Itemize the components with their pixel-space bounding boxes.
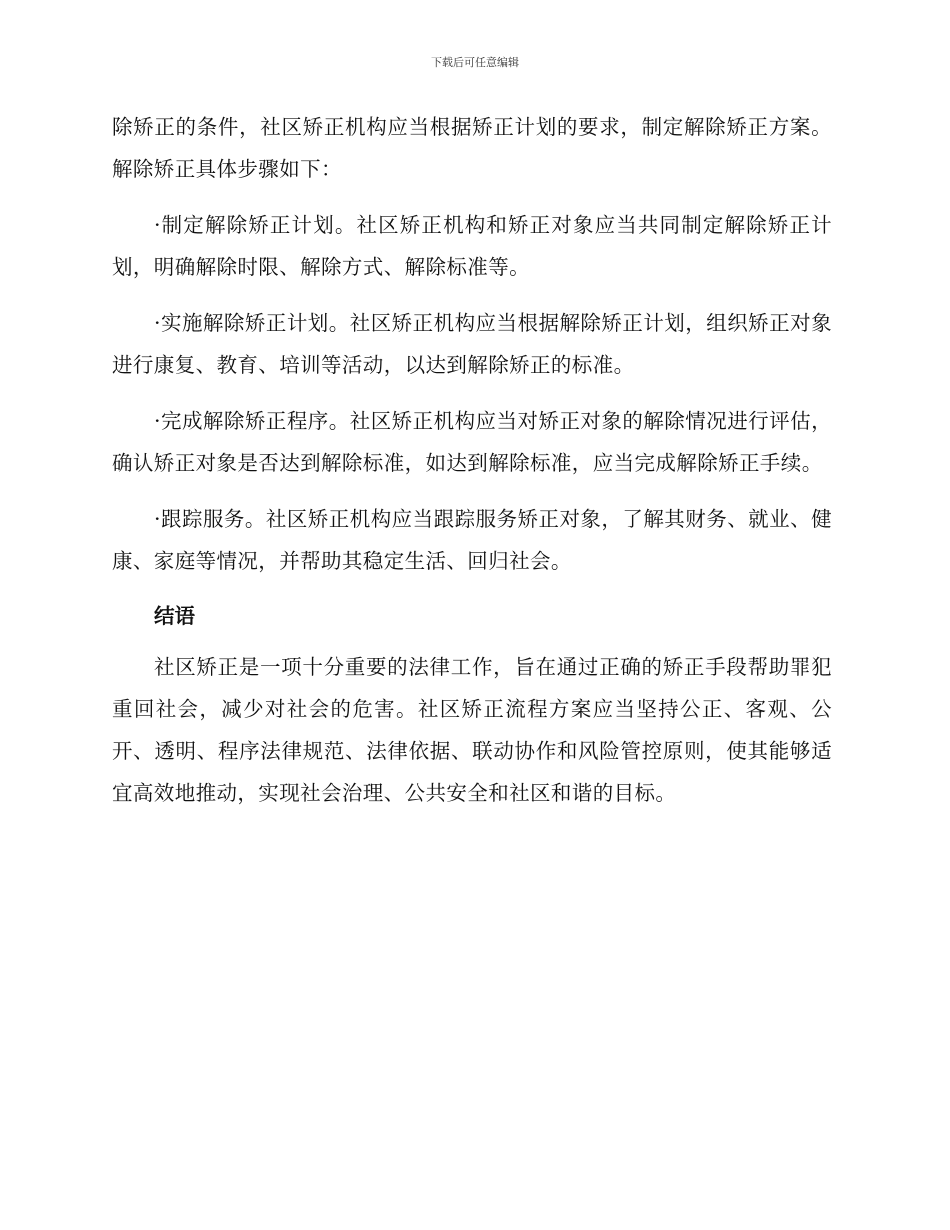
paragraph-intro: 除矫正的条件，社区矫正机构应当根据矫正计划的要求，制定解除矫正方案。解除矫正具体步骤如下：: [112, 115, 832, 181]
step-follow-up: ·跟踪服务。社区矫正机构应当跟踪服务矫正对象，了解其财务、就业、健康、家庭等情况，并帮助其稳定生活、回归社会。: [112, 507, 832, 573]
conclusion-paragraph: 社区矫正是一项十分重要的法律工作，旨在通过正确的矫正手段帮助罪犯重回社会，减少对社会的危害。社区矫正流程方案应当坚持公正、客观、公开、透明、程序法律规范、法律依据、联动协作和风险管控原则，使其能够适宜高效地推动，实现社会治理、公共安全和社区和谐的目标。: [112, 655, 832, 805]
conclusion-heading: 结语: [154, 604, 195, 628]
step-complete: ·完成解除矫正程序。社区矫正机构应当对矫正对象的解除情况进行评估，确认矫正对象是否达到解除标准，如达到解除标准，应当完成解除矫正手续。: [112, 409, 832, 475]
step-plan: ·制定解除矫正计划。社区矫正机构和矫正对象应当共同制定解除矫正计划，明确解除时限、解除方式、解除标准等。: [112, 213, 832, 279]
document-body: [112, 106, 832, 828]
page-header: 下载后可任意编辑: [431, 56, 519, 69]
step-implement: ·实施解除矫正计划。社区矫正机构应当根据解除矫正计划，组织矫正对象进行康复、教育、培训等活动，以达到解除矫正的标准。: [112, 311, 832, 377]
